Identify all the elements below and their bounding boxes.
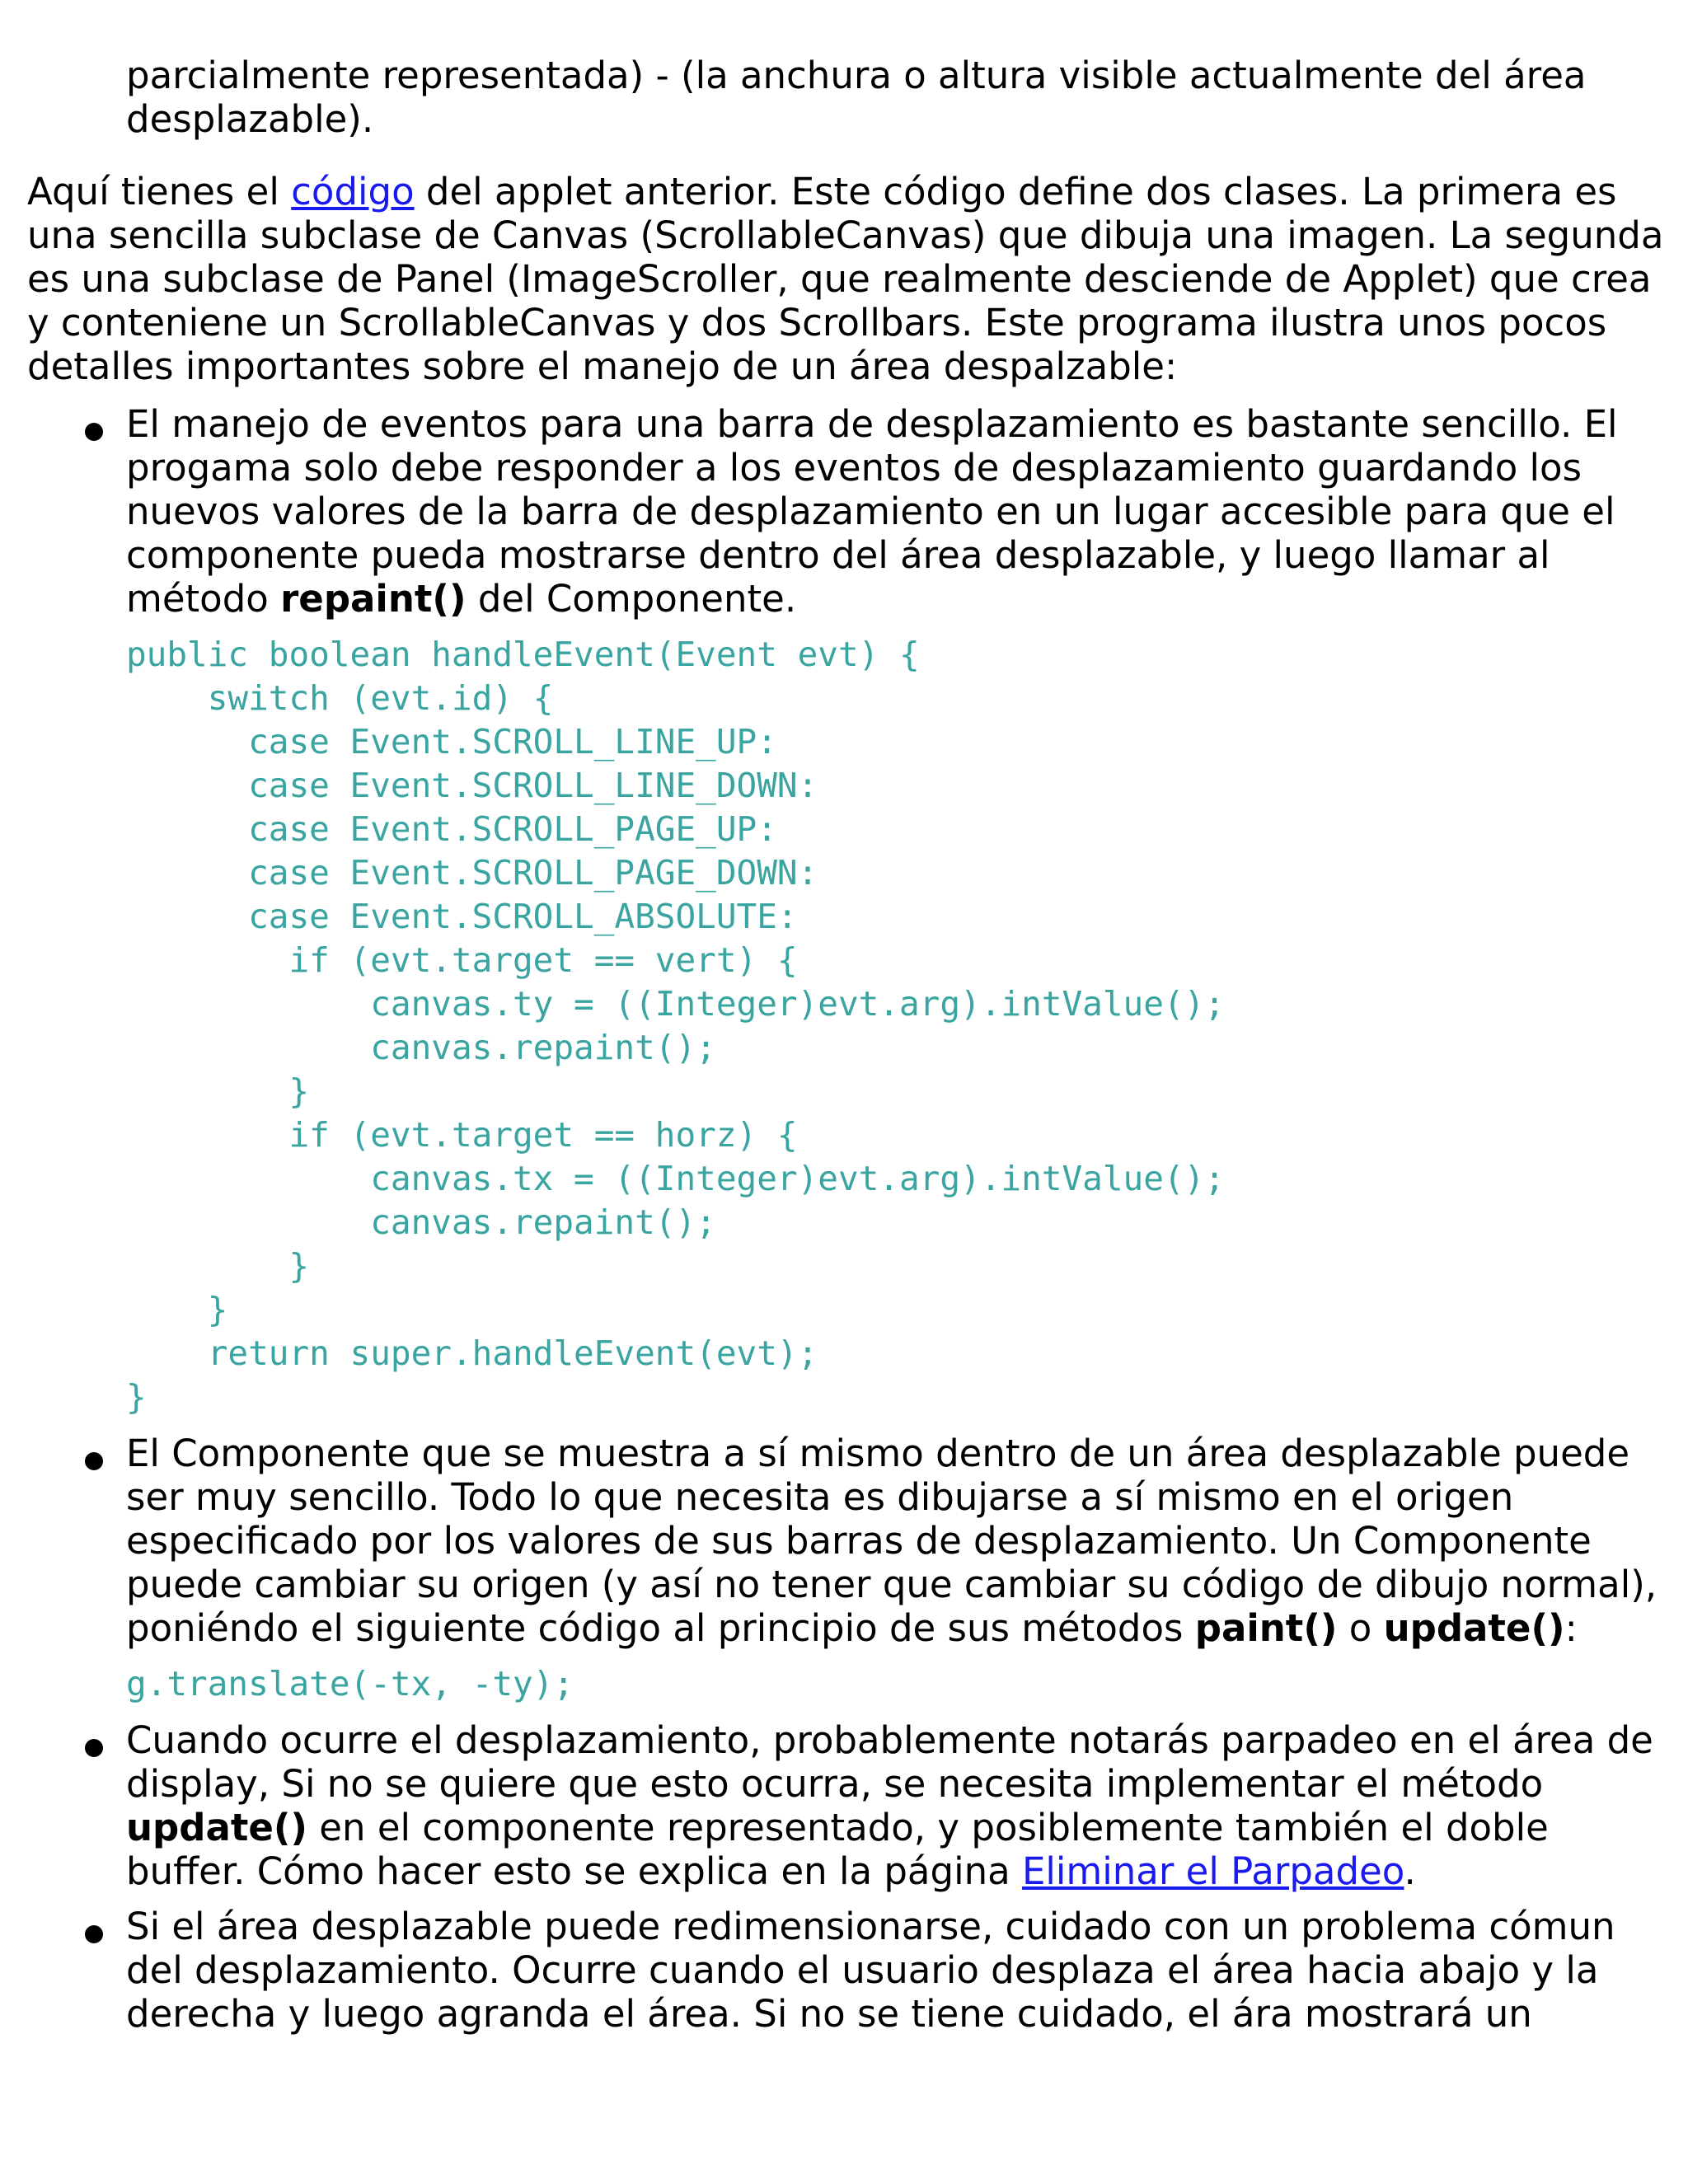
list-item [0, 1432, 1676, 1706]
code-line: switch (evt.id) { [126, 678, 554, 718]
list-item-text [126, 1432, 1676, 1650]
code-line: case Event.SCROLL_PAGE_DOWN: [126, 853, 818, 893]
code-line: } [126, 1290, 228, 1329]
list-item-text-part: Cuando ocurre el desplazamiento, probablemente notarás parpadeo en el área de display, Si no se quiere que esto ocurra, se necesita implementar el método [126, 1718, 1653, 1806]
list-item [0, 1718, 1676, 1893]
bullet-icon [85, 1739, 103, 1757]
code-line: } [126, 1377, 147, 1417]
intro-paragraph [27, 170, 1667, 388]
update-method-name: update() [1383, 1606, 1565, 1650]
list-item [0, 1905, 1676, 2036]
code-line: g.translate(-tx, -ty); [126, 1664, 574, 1704]
bullet-icon [85, 423, 103, 441]
list-item-text-part: . [1404, 1849, 1416, 1893]
code-line: if (evt.target == vert) { [126, 940, 798, 980]
list-item-text [126, 402, 1676, 621]
code-line: case Event.SCROLL_PAGE_UP: [126, 809, 777, 849]
list-item-text-part: en el componente representado, y posiblemente también el doble buffer. Cómo hacer esto se explica en la página [126, 1806, 1549, 1893]
intro-text-after: del applet anterior. Este código define dos clases. La primera es una sencilla subclase de Canvas (ScrollableCanvas) que dibuja una imagen. La segunda es una subclase de Panel (ImageScroller, que realmente desciende de Applet) que crea y conteniene un ScrollableCanvas y dos Scrollbars. Este programa ilustra unos pocos detalles importantes sobre el manejo de un área despalzable: [27, 170, 1664, 388]
list-item-text-part: : [1564, 1606, 1578, 1650]
code-line: canvas.ty = ((Integer)evt.arg).intValue(); [126, 984, 1225, 1024]
code-line: } [126, 1246, 310, 1286]
bullet-list [0, 402, 1688, 2036]
continuation-paragraph: parcialmente representada) - (la anchura o altura visible actualmente del área desplazable). [126, 54, 1587, 141]
code-line: canvas.repaint(); [126, 1202, 716, 1242]
code-line: } [126, 1071, 310, 1111]
list-item [0, 402, 1676, 1419]
list-item-text-part: El manejo de eventos para una barra de desplazamiento es bastante sencillo. El progama solo debe responder a los eventos de desplazamiento guardando los nuevos valores de la barra de desplazamiento en un lugar accesible para que el componente pueda mostrarse dentro del área desplazable, y luego llamar al método [126, 402, 1618, 621]
bullet-icon [85, 1925, 103, 1943]
code-line: case Event.SCROLL_LINE_DOWN: [126, 766, 818, 805]
code-line: if (evt.target == horz) { [126, 1115, 798, 1155]
update-method-name: update() [126, 1806, 307, 1849]
list-item-text-part: El Componente que se muestra a sí mismo dentro de un área desplazable puede ser muy sencillo. Todo lo que necesita es dibujarse a sí mismo en el origen especificado por los valores de sus barras de desplazamiento. Un Componente puede cambiar su origen (y así no tener que cambiar su código de dibujo normal), poniéndo el siguiente código al principio de sus métodos [126, 1432, 1658, 1650]
bullet-icon [85, 1452, 103, 1470]
paint-method-name: paint() [1194, 1606, 1338, 1650]
codigo-link[interactable]: código [291, 170, 415, 213]
code-line: case Event.SCROLL_ABSOLUTE: [126, 897, 798, 936]
eliminar-parpadeo-link[interactable]: Eliminar el Parpadeo [1021, 1849, 1404, 1893]
list-item-text-part: o [1337, 1606, 1384, 1650]
repaint-method-name: repaint() [280, 577, 467, 621]
list-item-text: Si el área desplazable puede redimensionarse, cuidado con un problema cómun del desplazamiento. Ocurre cuando el usuario desplaza el área hacia abajo y la derecha y luego agranda el área. Si no se tiene cuidado, el ára mostrará un [126, 1905, 1615, 2036]
list-item-text [126, 1718, 1676, 1893]
code-line: canvas.tx = ((Integer)evt.arg).intValue(); [126, 1159, 1225, 1198]
code-line: canvas.repaint(); [126, 1028, 716, 1067]
code-block-handle-event [126, 633, 1676, 1419]
list-item-text-part: del Componente. [466, 577, 797, 621]
code-line: case Event.SCROLL_LINE_UP: [126, 722, 777, 762]
code-line: public boolean handleEvent(Event evt) { [126, 635, 920, 674]
code-block-translate [126, 1662, 1676, 1706]
intro-text-before: Aquí tienes el [27, 170, 292, 213]
code-line: return super.handleEvent(evt); [126, 1333, 818, 1373]
